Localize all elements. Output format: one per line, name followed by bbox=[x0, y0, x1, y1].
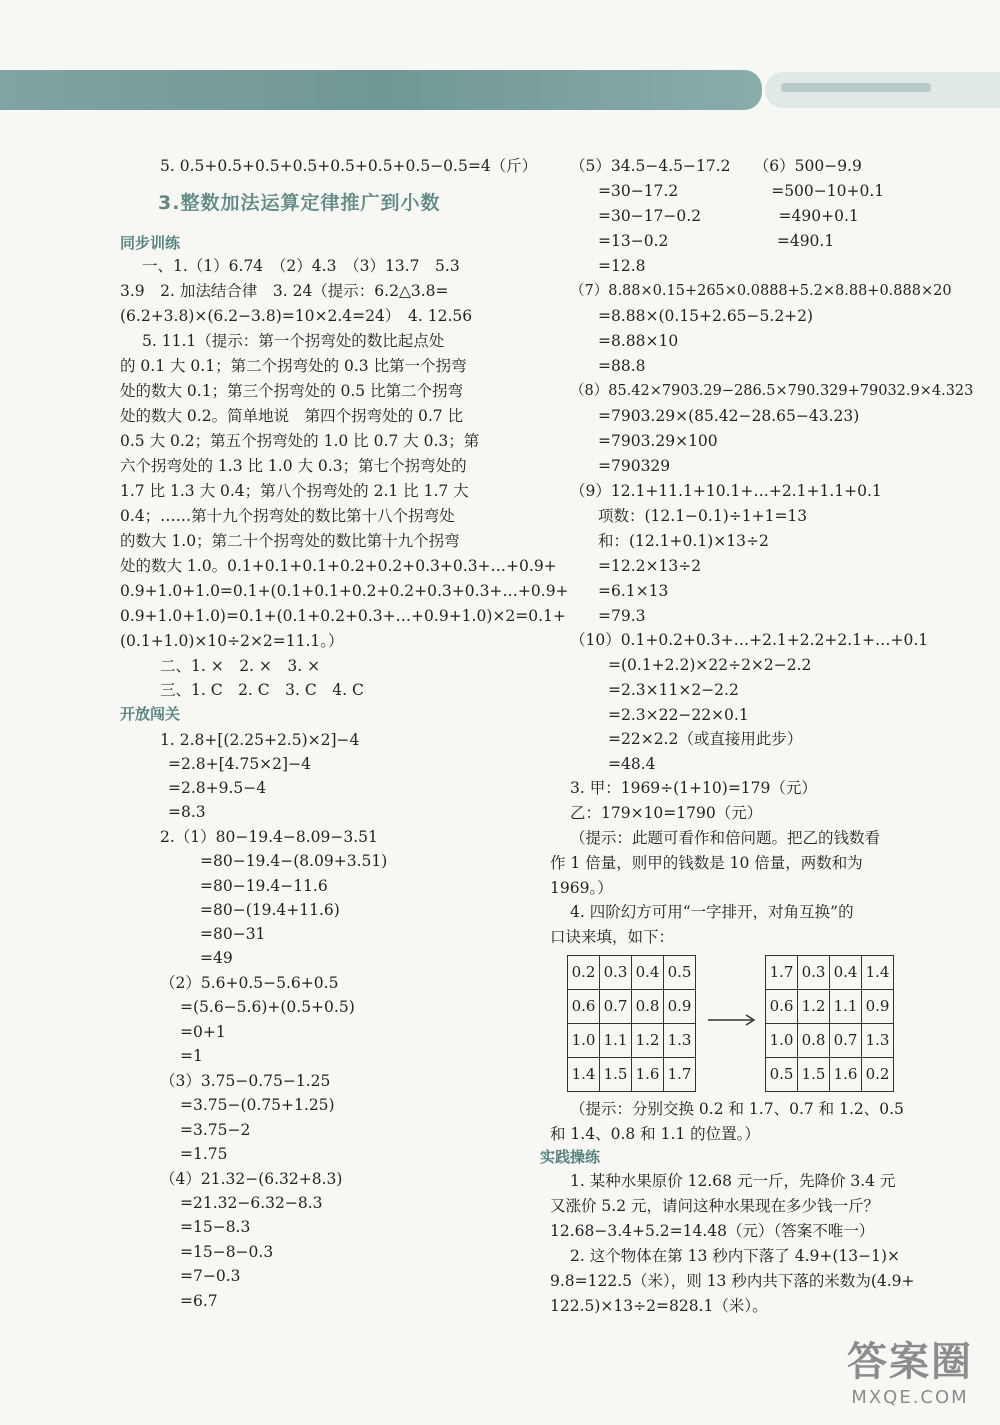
answer-line: 一、1.（1）6.74 （2）4.3 （3）13.7 5.3 bbox=[142, 257, 460, 275]
answer-line: =80−19.4−(8.09+3.51) bbox=[200, 852, 388, 870]
answer-line: 1969。） bbox=[550, 879, 613, 897]
grid-cell: 0.2 bbox=[862, 1058, 894, 1092]
answer-line: （4）21.32−(6.32+8.3) bbox=[160, 1170, 343, 1188]
answer-line: （3）3.75−0.75−1.25 bbox=[160, 1072, 331, 1090]
grid-cell: 1.4 bbox=[862, 956, 894, 990]
answer-line: (0.1+1.0)×10÷2×2=11.1。） bbox=[120, 632, 344, 650]
grid-cell: 1.0 bbox=[766, 1024, 798, 1058]
answer-line: =1 bbox=[180, 1047, 203, 1065]
answer-line: =79.3 bbox=[598, 607, 646, 625]
answer-line: 口诀来填，如下： bbox=[550, 928, 675, 946]
grid-cell: 1.6 bbox=[632, 1058, 664, 1092]
grid-cell: 0.5 bbox=[664, 956, 696, 990]
watermark-url: MXQE.COM bbox=[851, 1387, 969, 1408]
answer-line: =1.75 bbox=[180, 1145, 228, 1163]
answer-line: 0.5 大 0.2；第五个拐弯处的 1.0 比 0.7 大 0.3；第 bbox=[120, 432, 480, 450]
answer-line: 乙：179×10=1790（元） bbox=[570, 804, 763, 822]
answer-line: 1. 某种水果原价 12.68 元一斤，先降价 3.4 元 bbox=[570, 1172, 896, 1190]
answer-line: 的数大 1.0；第二十个拐弯处的数比第十九个拐弯 bbox=[120, 532, 460, 550]
answer-line: =49 bbox=[200, 949, 233, 967]
answer-line: （10）0.1+0.2+0.3+…+2.1+2.2+2.1+…+0.1 bbox=[570, 631, 929, 649]
grid-cell: 1.5 bbox=[600, 1058, 632, 1092]
answer-line: =7−0.3 bbox=[180, 1267, 241, 1285]
header-tag bbox=[765, 72, 1000, 108]
section-title: 3.整数加法运算定律推广到小数 bbox=[158, 192, 441, 214]
grid-cell: 0.8 bbox=[798, 1024, 830, 1058]
answer-line: （提示：此题可看作和倍问题。把乙的钱数看 bbox=[570, 829, 881, 847]
answer-line: 二、1. × 2. × 3. × bbox=[160, 657, 321, 675]
answer-line: 1.7 比 1.3 大 0.4；第八个拐弯处的 2.1 比 1.7 大 bbox=[120, 482, 469, 500]
arrow-right-icon bbox=[706, 1012, 758, 1028]
answer-line: 处的数大 1.0。0.1+0.1+0.1+0.2+0.2+0.3+0.3+…+0.9+ bbox=[120, 557, 557, 575]
answer-line: =6.1×13 bbox=[598, 582, 669, 600]
grid-cell: 1.3 bbox=[862, 1024, 894, 1058]
answer-line: =80−(19.4+11.6) bbox=[200, 901, 340, 919]
answer-line: 2. 这个物体在第 13 秒内下落了 4.9+(13−1)× bbox=[570, 1247, 901, 1265]
grid-cell: 0.8 bbox=[632, 990, 664, 1024]
answer-line: =30−17−0.2 =490+0.1 bbox=[598, 207, 859, 225]
answer-line: =2.8+[4.75×2]−4 bbox=[168, 755, 311, 773]
grid-cell: 0.6 bbox=[568, 990, 600, 1024]
answer-line: （9）12.1+11.1+10.1+…+2.1+1.1+0.1 bbox=[570, 482, 882, 500]
grid-cell: 1.2 bbox=[632, 1024, 664, 1058]
answer-line: =30−17.2 =500−10+0.1 bbox=[598, 182, 885, 200]
answer-line: 12.68−3.4+5.2=14.48（元）（答案不唯一） bbox=[550, 1222, 875, 1240]
grid-cell: 1.3 bbox=[664, 1024, 696, 1058]
answer-line: =48.4 bbox=[608, 755, 656, 773]
grid-cell: 0.3 bbox=[600, 956, 632, 990]
answer-line: =8.88×10 bbox=[598, 332, 679, 350]
answer-line: 六个拐弯处的 1.3 比 1.0 大 0.3；第七个拐弯处的 bbox=[120, 457, 467, 475]
answer-line: =(5.6−5.6)+(0.5+0.5) bbox=[180, 998, 355, 1016]
answer-line: =15−8−0.3 bbox=[180, 1243, 274, 1261]
grid-cell: 1.4 bbox=[568, 1058, 600, 1092]
grid-cell: 1.1 bbox=[600, 1024, 632, 1058]
answer-line: 的 0.1 大 0.1；第二个拐弯处的 0.3 比第一个拐弯 bbox=[120, 357, 467, 375]
answer-line: 122.5)×13÷2=828.1（米）。 bbox=[550, 1297, 768, 1315]
answer-line: 0.9+1.0+1.0)=0.1+(0.1+0.2+0.3+…+0.9+1.0)×2=0.1+ bbox=[120, 607, 566, 625]
answer-line: 0.9+1.0+1.0=0.1+(0.1+0.1+0.2+0.2+0.3+0.3+…+0.9+ bbox=[120, 582, 569, 600]
grid-cell: 1.7 bbox=[664, 1058, 696, 1092]
grid-cell: 1.7 bbox=[766, 956, 798, 990]
header-banner bbox=[0, 70, 762, 110]
answer-line: 又涨价 5.2 元，请问这种水果现在多少钱一斤？ bbox=[550, 1197, 880, 1215]
answer-line: =15−8.3 bbox=[180, 1218, 251, 1236]
answer-line: =8.3 bbox=[168, 803, 206, 821]
answer-line: =2.8+9.5−4 bbox=[168, 779, 267, 797]
answer-line: 2.（1）80−19.4−8.09−3.51 bbox=[160, 828, 378, 846]
answer-line: 处的数大 0.2。简单地说 第四个拐弯处的 0.7 比 bbox=[120, 407, 464, 425]
answer-line: =(0.1+2.2)×22÷2×2−2.2 bbox=[608, 656, 812, 674]
answer-line: =3.75−2 bbox=[180, 1121, 251, 1139]
answer-line: 处的数大 0.1；第三个拐弯处的 0.5 比第二个拐弯 bbox=[120, 382, 464, 400]
grid-cell: 1.0 bbox=[568, 1024, 600, 1058]
answer-line: 0.4；……第十九个拐弯处的数比第十八个拐弯处 bbox=[120, 507, 455, 525]
grid-cell: 0.3 bbox=[798, 956, 830, 990]
answer-line: 作 1 倍量，则甲的钱数是 10 倍量，两数和为 bbox=[550, 854, 863, 872]
answer-line: (6.2+3.8)×(6.2−3.8)=10×2.4=24） 4. 12.56 bbox=[120, 307, 473, 325]
grid-cell: 0.5 bbox=[766, 1058, 798, 1092]
answer-line: 1. 2.8+[(2.25+2.5)×2]−4 bbox=[160, 731, 360, 749]
grid-cell: 0.7 bbox=[830, 1024, 862, 1058]
answer-line: =790329 bbox=[598, 457, 671, 475]
grid-cell: 0.6 bbox=[766, 990, 798, 1024]
grid-cell: 0.9 bbox=[862, 990, 894, 1024]
answer-line: 9.8=122.5（米），则 13 秒内共下落的米数为(4.9+ bbox=[550, 1272, 915, 1290]
answer-line: =80−19.4−11.6 bbox=[200, 877, 328, 895]
answer-line: =0+1 bbox=[180, 1023, 226, 1041]
subheading-sync-training: 同步训练 bbox=[120, 234, 181, 252]
grid-cell: 1.2 bbox=[798, 990, 830, 1024]
grid-cell: 0.9 bbox=[664, 990, 696, 1024]
answer-line: =12.8 bbox=[598, 257, 646, 275]
grid-cell: 0.2 bbox=[568, 956, 600, 990]
grid-cell: 0.4 bbox=[632, 956, 664, 990]
answer-line: （7）8.88×0.15+265×0.0888+5.2×8.88+0.888×20 bbox=[570, 283, 952, 299]
grid-cell: 1.1 bbox=[830, 990, 862, 1024]
grid-cell: 0.4 bbox=[830, 956, 862, 990]
answer-line: =3.75−(0.75+1.25) bbox=[180, 1096, 335, 1114]
grid-cell: 1.5 bbox=[798, 1058, 830, 1092]
answer-line: （8）85.42×7903.29−286.5×790.329+79032.9×4.323 bbox=[570, 383, 974, 399]
answer-line: 3. 甲：1969÷(1+10)=179（元） bbox=[570, 779, 817, 797]
answer-line: =22×2.2（或直接用此步） bbox=[608, 730, 803, 748]
answer-line: 三、1. C 2. C 3. C 4. C bbox=[160, 681, 364, 699]
magic-square-before bbox=[567, 955, 696, 1092]
subheading-open-challenge: 开放闯关 bbox=[120, 705, 181, 723]
answer-line: =7903.29×100 bbox=[598, 432, 718, 450]
answer-line: 和：(12.1+0.1)×13÷2 bbox=[598, 532, 769, 550]
answer-line: =13−0.2 =490.1 bbox=[598, 232, 835, 250]
answer-line: （5）34.5−4.5−17.2 （6）500−9.9 bbox=[570, 157, 862, 175]
magic-square-after bbox=[765, 955, 894, 1092]
answer-line: =2.3×11×2−2.2 bbox=[608, 681, 739, 699]
answer-line: =2.3×22−22×0.1 bbox=[608, 706, 749, 724]
watermark-text: 答案圈 bbox=[847, 1339, 973, 1385]
answer-line: 3.9 2. 加法结合律 3. 24（提示：6.2△3.8= bbox=[120, 282, 449, 300]
grid-cell: 0.7 bbox=[600, 990, 632, 1024]
subheading-practice: 实践操练 bbox=[540, 1148, 601, 1166]
answer-line: 项数：(12.1−0.1)÷1+1=13 bbox=[598, 507, 808, 525]
answer-line: 5. 0.5+0.5+0.5+0.5+0.5+0.5+0.5−0.5=4（斤） bbox=[160, 157, 538, 175]
answer-line: 5. 11.1（提示：第一个拐弯处的数比起点处 bbox=[142, 332, 445, 350]
answer-line: =88.8 bbox=[598, 357, 646, 375]
answer-line: =12.2×13÷2 bbox=[598, 557, 702, 575]
answer-line: 和 1.4、0.8 和 1.1 的位置。） bbox=[550, 1125, 760, 1143]
answer-line: =6.7 bbox=[180, 1292, 218, 1310]
answer-line: （2）5.6+0.5−5.6+0.5 bbox=[160, 974, 339, 992]
answer-line: =80−31 bbox=[200, 925, 266, 943]
grid-cell: 1.6 bbox=[830, 1058, 862, 1092]
answer-line: （提示：分别交换 0.2 和 1.7、0.7 和 1.2、0.5 bbox=[570, 1100, 904, 1118]
answer-line: =7903.29×(85.42−28.65−43.23) bbox=[598, 407, 860, 425]
answer-line: 4. 四阶幻方可用“一字排开，对角互换”的 bbox=[570, 903, 854, 921]
watermark-logo bbox=[830, 1330, 990, 1415]
answer-line: =21.32−6.32−8.3 bbox=[180, 1194, 323, 1212]
answer-line: =8.88×(0.15+2.65−5.2+2) bbox=[598, 307, 814, 325]
